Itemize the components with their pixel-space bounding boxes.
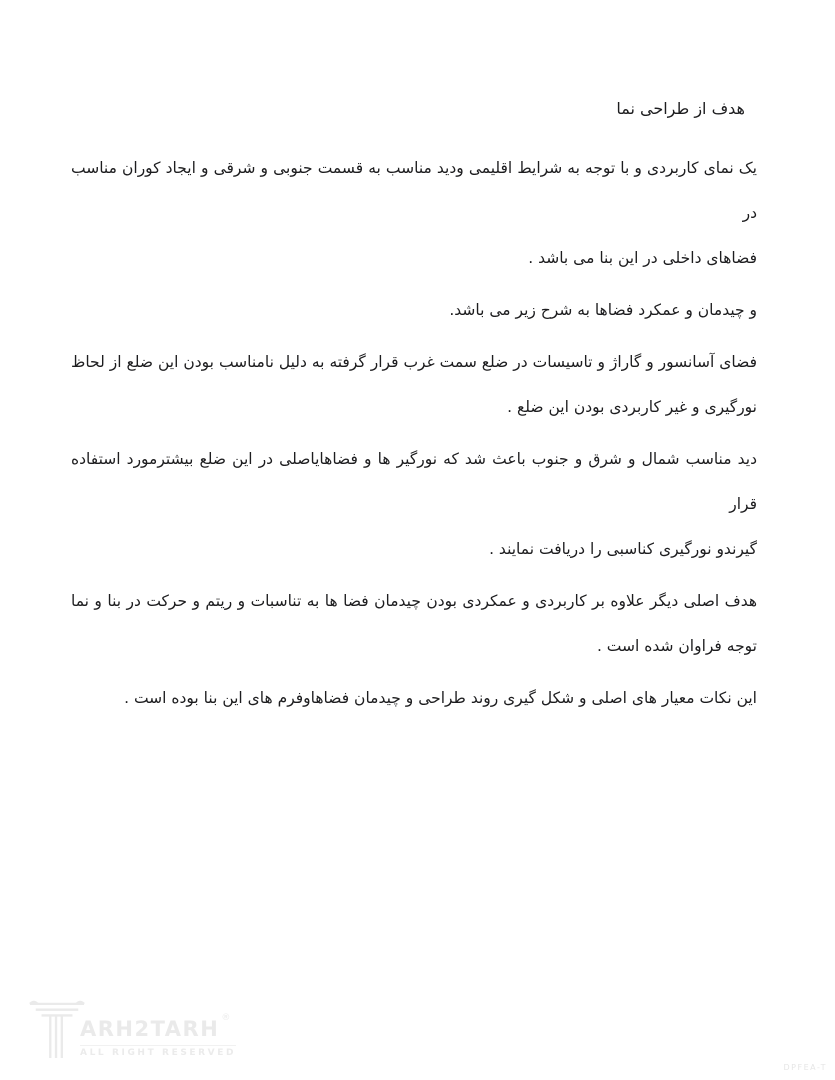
paragraph: [71, 288, 757, 333]
paragraph-line: گیرندو نورگیری کناسبی را دریافت نمایند .: [489, 540, 757, 558]
brand-text-block: [80, 1013, 237, 1059]
brand-watermark: [28, 998, 236, 1060]
brand-wordmark: ARH2TARH: [80, 1017, 220, 1041]
paragraph: [71, 579, 757, 669]
registered-trademark-icon: ®: [221, 1013, 231, 1023]
paragraph: [71, 340, 757, 430]
paragraph-line: فضای آسانسور و گاراژ و تاسیسات در ضلع سمت غرب قرار گرفته به دلیل نامناسب بودن این ضلع از لحاظ: [71, 353, 757, 371]
paragraph-line: فضاهای داخلی در این بنا می باشد .: [528, 249, 757, 267]
paragraph-line: نورگیری و غیر کاربردی بودن این ضلع .: [507, 398, 757, 416]
paragraph-line: توجه فراوان شده است .: [596, 637, 757, 655]
column-icon: [28, 998, 86, 1060]
paragraph-line: دید مناسب شمال و شرق و جنوب باعث شد که نورگیر ها و فضاهایاصلی در این ضلع بیشترمورد استفاده قرار: [71, 450, 757, 513]
paragraph: [71, 146, 757, 281]
paragraph: [71, 676, 757, 721]
faint-corner-mark: DPFEA-T: [783, 1063, 827, 1072]
paragraph-line: این نکات معیار های اصلی و شکل گیری روند طراحی و چیدمان فضاهاوفرم های این بنا بوده است .: [124, 689, 757, 707]
paragraph-line: و چیدمان و عمکرد فضاها به شرح زیر می باشد.: [449, 301, 757, 319]
brand-tagline: ALL RIGHT RESERVED: [80, 1045, 236, 1058]
paragraph-line: هدف اصلی دیگر علاوه بر کاربردی و عمکردی بودن چیدمان فضا ها به تناسبات و ریتم و حرکت در بنا و نما: [71, 592, 757, 610]
paragraph: [71, 437, 757, 572]
paragraph-line: یک نمای کاربردی و با توجه به شرایط اقلیمی ودید مناسب به قسمت جنوبی و شرقی و ایجاد کوران مناسب در: [71, 159, 757, 222]
page-title: هدف از طراحی نما: [616, 99, 745, 118]
document-body: [71, 96, 757, 721]
